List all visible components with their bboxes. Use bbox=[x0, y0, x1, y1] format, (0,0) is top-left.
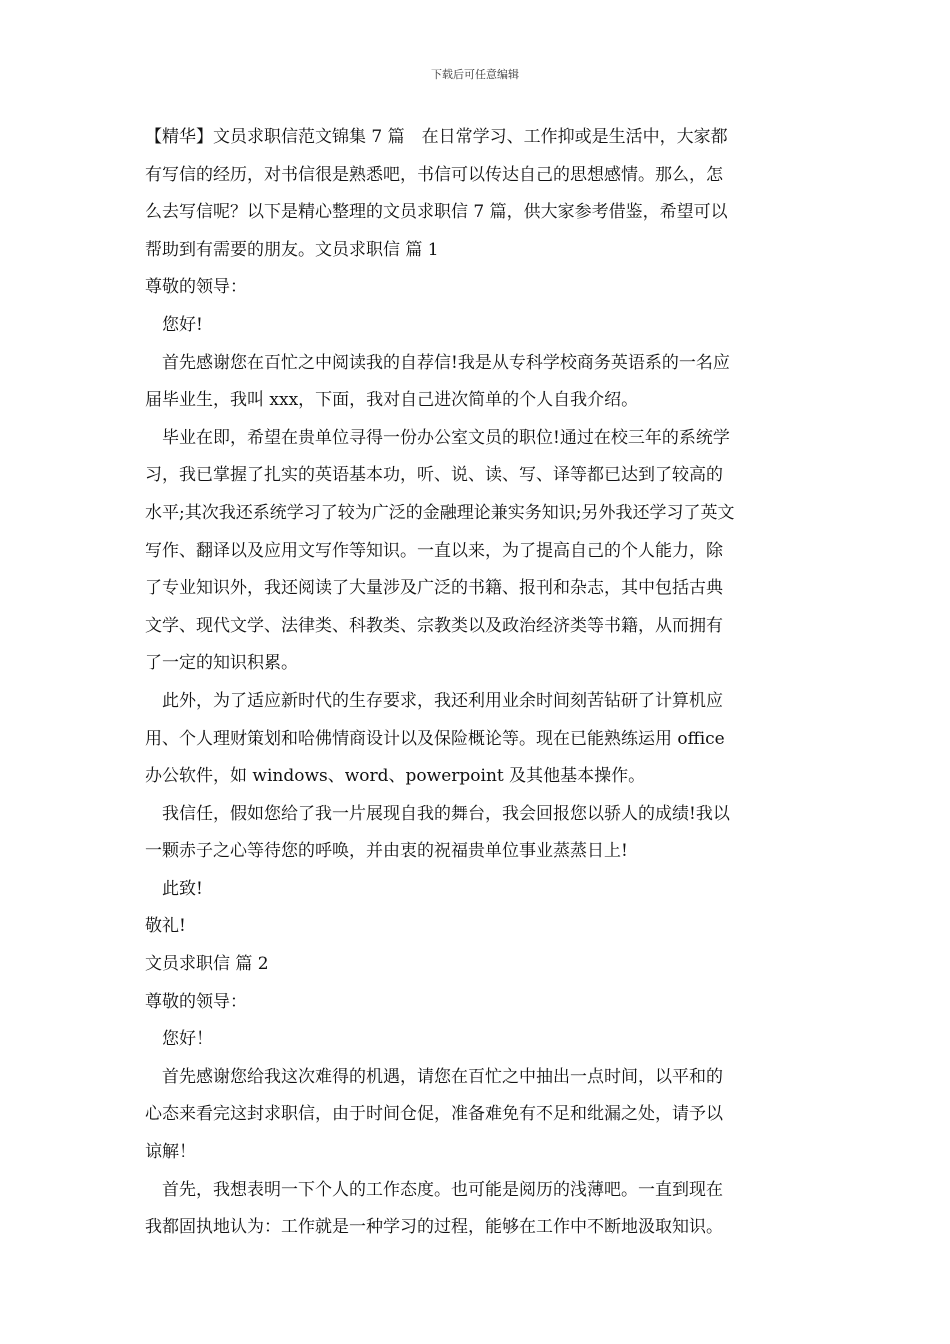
text-line: 首先感谢您在百忙之中阅读我的自荐信!我是从专科学校商务英语系的一名应 bbox=[162, 352, 730, 373]
text-line: 写作、翻译以及应用文写作等知识。一直以来，为了提高自己的个人能力，除 bbox=[145, 540, 723, 561]
text-line: 文员求职信 篇 2 bbox=[145, 954, 269, 975]
document-body bbox=[145, 119, 807, 1247]
text-line: 首先感谢您给我这次难得的机遇，请您在百忙之中抽出一点时间，以平和的 bbox=[162, 1066, 723, 1087]
text-line: 了专业知识外，我还阅读了大量涉及广泛的书籍、报刊和杂志，其中包括古典 bbox=[145, 578, 723, 599]
text-line: 了一定的知识积累。 bbox=[145, 653, 298, 674]
text-line: 尊敬的领导： bbox=[145, 991, 247, 1012]
text-line: 帮助到有需要的朋友。文员求职信 篇 1 bbox=[145, 239, 439, 260]
text-line: 谅解！ bbox=[145, 1142, 196, 1163]
text-line: 此外，为了适应新时代的生存要求，我还利用业余时间刻苦钻研了计算机应 bbox=[162, 690, 723, 711]
text-line: 您好! bbox=[162, 314, 203, 335]
text-line: 办公软件，如 windows、word、powerpoint 及其他基本操作。 bbox=[145, 766, 646, 787]
text-line: 您好！ bbox=[162, 1029, 213, 1050]
text-line: 一颗赤子之心等待您的呼唤，并由衷的祝福贵单位事业蒸蒸日上! bbox=[145, 841, 628, 862]
text-line: 心态来看完这封求职信，由于时间仓促，准备难免有不足和纰漏之处，请予以 bbox=[145, 1104, 723, 1125]
text-line: 我都固执地认为：工作就是一种学习的过程，能够在工作中不断地汲取知识。 bbox=[145, 1217, 723, 1238]
text-line: 有写信的经历，对书信很是熟悉吧，书信可以传达自己的思想感情。那么，怎 bbox=[145, 164, 723, 185]
text-line: 我信任，假如您给了我一片展现自我的舞台，我会回报您以骄人的成绩!我以 bbox=[162, 803, 730, 824]
page-header: 下载后可任意编辑 bbox=[431, 68, 519, 81]
text-line: 习，我已掌握了扎实的英语基本功，听、说、读、写、译等都已达到了较高的 bbox=[145, 465, 723, 486]
text-line: 尊敬的领导： bbox=[145, 277, 247, 298]
text-line: 么去写信呢？以下是精心整理的文员求职信 7 篇，供大家参考借鉴，希望可以 bbox=[145, 202, 728, 223]
text-line: 水平;其次我还系统学习了较为广泛的金融理论兼实务知识;另外我还学习了英文 bbox=[145, 502, 735, 523]
text-line: 用、个人理财策划和哈佛情商设计以及保险概论等。现在已能熟练运用 office bbox=[145, 728, 725, 749]
text-line: 首先，我想表明一下个人的工作态度。也可能是阅历的浅薄吧。一直到现在 bbox=[162, 1179, 723, 1200]
text-line: 毕业在即，希望在贵单位寻得一份办公室文员的职位!通过在校三年的系统学 bbox=[162, 427, 730, 448]
text-line: 文学、现代文学、法律类、科教类、宗教类以及政治经济类等书籍，从而拥有 bbox=[145, 615, 723, 636]
text-line: 敬礼! bbox=[145, 916, 186, 937]
text-line: 届毕业生，我叫 xxx，下面，我对自己进次简单的个人自我介绍。 bbox=[145, 390, 639, 411]
text-line: 【精华】文员求职信范文锦集 7 篇 在日常学习、工作抑或是生活中，大家都 bbox=[145, 127, 728, 147]
text-line: 此致! bbox=[162, 878, 203, 899]
